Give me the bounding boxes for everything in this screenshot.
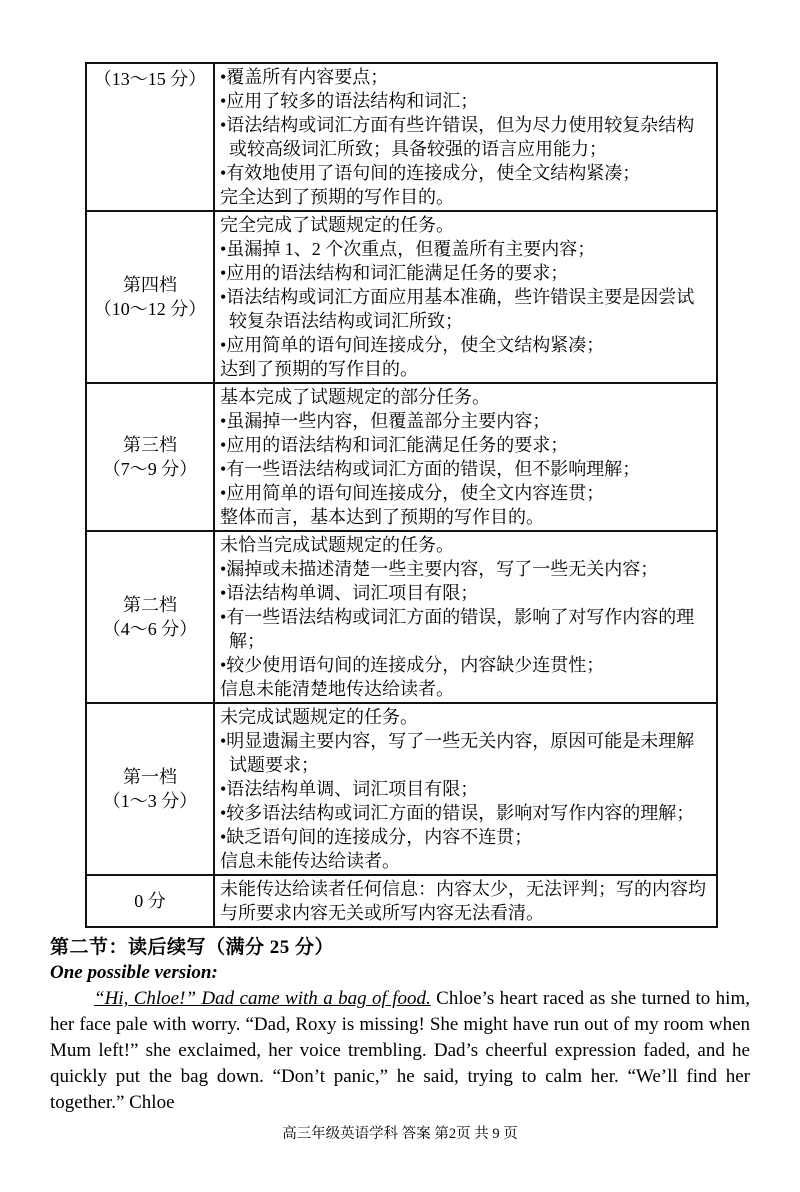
score-range-label: （4～6 分） [102, 619, 198, 639]
criteria-item: •较多语法结构或词汇方面的错误，影响对写作内容的理解； [220, 803, 695, 823]
criteria-item: 信息未能清楚地传达给读者。 [220, 679, 454, 699]
criteria-cell [214, 875, 717, 927]
criteria-item: •语法结构或词汇方面应用基本准确，些许错误主要是因尝试较复杂语法结构或词汇所致； [220, 287, 695, 331]
criteria-item: •漏掉或未描述清楚一些主要内容，写了一些无关内容； [220, 559, 659, 579]
criteria-item: •有效地使用了语句间的连接成分，使全文结构紧凑； [220, 163, 641, 183]
criteria-item: •语法结构单调、词汇项目有限； [220, 583, 479, 603]
criteria-item: •有一些语法结构或词汇方面的错误，但不影响理解； [220, 459, 641, 479]
criteria-item: 整体而言，基本达到了预期的写作目的。 [220, 507, 544, 527]
criteria-cell [214, 211, 717, 383]
criteria-item: 完全完成了试题规定的任务。 [220, 215, 454, 235]
score-range-label: 0 分 [134, 891, 166, 911]
criteria-item: 完全达到了预期的写作目的。 [220, 187, 454, 207]
scoring-rubric-table [85, 62, 718, 928]
criteria-item: •语法结构或词汇方面有些许错误，但为尽力使用较复杂结构或较高级词汇所致；具备较强的语言应用能力； [220, 115, 695, 159]
criteria-cell [214, 383, 717, 531]
criteria-cell [214, 531, 717, 703]
criteria-cell [214, 703, 717, 875]
criteria-item: 基本完成了试题规定的部分任务。 [220, 387, 490, 407]
criteria-item: 未恰当完成试题规定的任务。 [220, 535, 454, 555]
rubric-row [86, 875, 717, 927]
tier-label: 第二档 [123, 595, 177, 615]
section-heading: 第二节：读后续写（满分 25 分） [50, 937, 335, 958]
essay-body-text: Chloe’s heart raced as she turned to him, her face pale with worry. “Dad, Roxy is missing! She might have run out of my room when Mum left!” she exclaimed, her voice trembling. Dad’s cheerful expression faded, and he quickly put the bag down. “Don’t panic,” he said, trying to calm her. “We’ll find her together.” Chloe [50, 988, 750, 1113]
tier-score-cell [86, 63, 214, 211]
criteria-item: •语法结构单调、词汇项目有限； [220, 779, 479, 799]
criteria-item: •覆盖所有内容要点； [220, 67, 389, 87]
score-range-label: （13～15 分） [93, 69, 207, 89]
criteria-item: 达到了预期的写作目的。 [220, 359, 418, 379]
criteria-item: •应用简单的语句间连接成分，使全文内容连贯； [220, 483, 605, 503]
tier-label: 第三档 [123, 435, 177, 455]
tier-label: 第四档 [123, 275, 177, 295]
rubric-row [86, 211, 717, 383]
section-two [50, 935, 750, 1116]
score-range-label: （1～3 分） [102, 791, 198, 811]
model-essay-paragraph [50, 986, 750, 1116]
tier-score-cell [86, 531, 214, 703]
tier-score-cell [86, 875, 214, 927]
criteria-item: •缺乏语句间的连接成分，内容不连贯； [220, 827, 533, 847]
criteria-item: •应用简单的语句间连接成分，使全文结构紧凑； [220, 335, 605, 355]
criteria-item: 未完成试题规定的任务。 [220, 707, 418, 727]
rubric-row [86, 703, 717, 875]
criteria-item: 信息未能传达给读者。 [220, 851, 400, 871]
criteria-item: •应用了较多的语法结构和词汇； [220, 91, 479, 111]
tier-score-cell [86, 703, 214, 875]
criteria-item: •应用的语法结构和词汇能满足任务的要求； [220, 263, 569, 283]
tier-score-cell [86, 211, 214, 383]
score-range-label: （7～9 分） [102, 459, 198, 479]
possible-version-label: One possible version: [50, 962, 218, 983]
page-footer: 高三年级英语学科 答案 第2页 共 9 页 [282, 1126, 518, 1142]
criteria-item: •较少使用语句间的连接成分，内容缺少连贯性； [220, 655, 605, 675]
tier-score-cell [86, 383, 214, 531]
criteria-item: •应用的语法结构和词汇能满足任务的要求； [220, 435, 569, 455]
rubric-row [86, 63, 717, 211]
tier-label: 第一档 [123, 767, 177, 787]
criteria-item: •明显遗漏主要内容，写了一些无关内容，原因可能是未理解试题要求； [220, 731, 695, 775]
criteria-item: •虽漏掉 1、2 个次重点，但覆盖所有主要内容； [220, 239, 596, 259]
criteria-cell [214, 63, 717, 211]
essay-underlined-lead: “Hi, Chloe!” Dad came with a bag of food. [94, 988, 431, 1009]
score-range-label: （10～12 分） [93, 299, 207, 319]
rubric-row [86, 531, 717, 703]
criteria-item: •有一些语法结构或词汇方面的错误，影响了对写作内容的理解； [220, 607, 695, 651]
rubric-row [86, 383, 717, 531]
criteria-item: 未能传达给读者任何信息：内容太少，无法评判；写的内容均与所要求内容无关或所写内容无法看清。 [220, 879, 706, 923]
criteria-item: •虽漏掉一些内容，但覆盖部分主要内容； [220, 411, 551, 431]
